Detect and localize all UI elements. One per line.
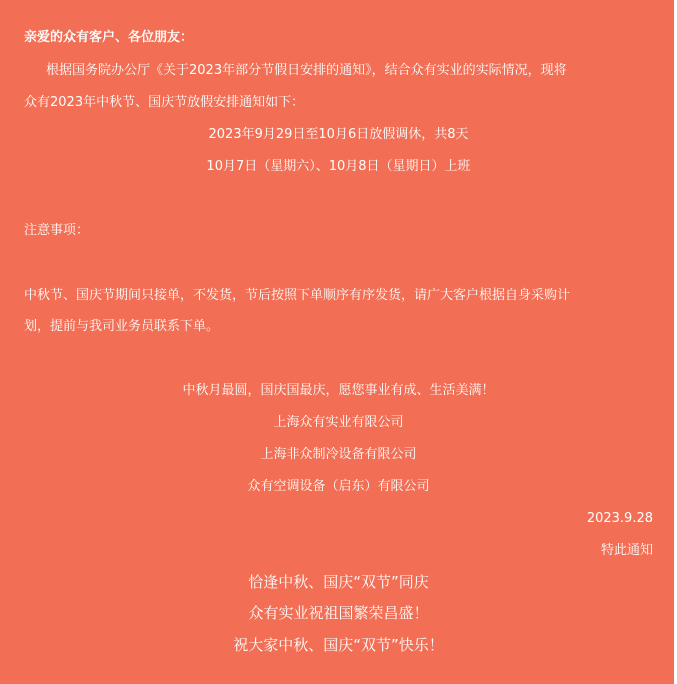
- holiday-dates: 2023年9月29日至10月6日放假调休，共8天: [208, 127, 469, 142]
- workday-dates: 10月7日（星期六）、10月8日（星期日）上班: [206, 159, 471, 174]
- note-line-2: 划，提前与我司业务员联系下单。: [24, 319, 220, 334]
- festival-wish: 中秋月最圆，国庆国最庆，愿您事业有成、生活美满！: [182, 383, 495, 398]
- notice-date: 2023.9.28: [586, 511, 653, 526]
- slogan: 众有实业祝祖国繁荣昌盛！: [248, 604, 429, 622]
- intro-line-1: 根据国务院办公厅《关于2023年部分节假日安排的通知》，结合众有实业的实际情况，现将: [46, 63, 567, 78]
- greeting: 亲爱的众有客户、各位朋友：: [24, 30, 194, 45]
- company-name: 众有空调设备（启东）有限公司: [247, 479, 430, 494]
- closing-text: 特此通知: [600, 543, 653, 558]
- intro-line-2: 众有2023年中秋节、国庆节放假安排通知如下：: [24, 95, 305, 110]
- note-line-1: 中秋节、国庆节期间只接单，不发货，节后按照下单顺序有序发货，请广大客户根据自身采购计: [24, 288, 571, 303]
- company-name: 上海非众制冷设备有限公司: [260, 447, 417, 462]
- slogan: 恰逢中秋、国庆“双节”同庆: [248, 573, 429, 591]
- slogan: 祝大家中秋、国庆“双节”快乐！: [233, 636, 444, 654]
- company-name: 上海众有实业有限公司: [273, 415, 404, 430]
- notes-heading: 注意事项：: [24, 223, 90, 238]
